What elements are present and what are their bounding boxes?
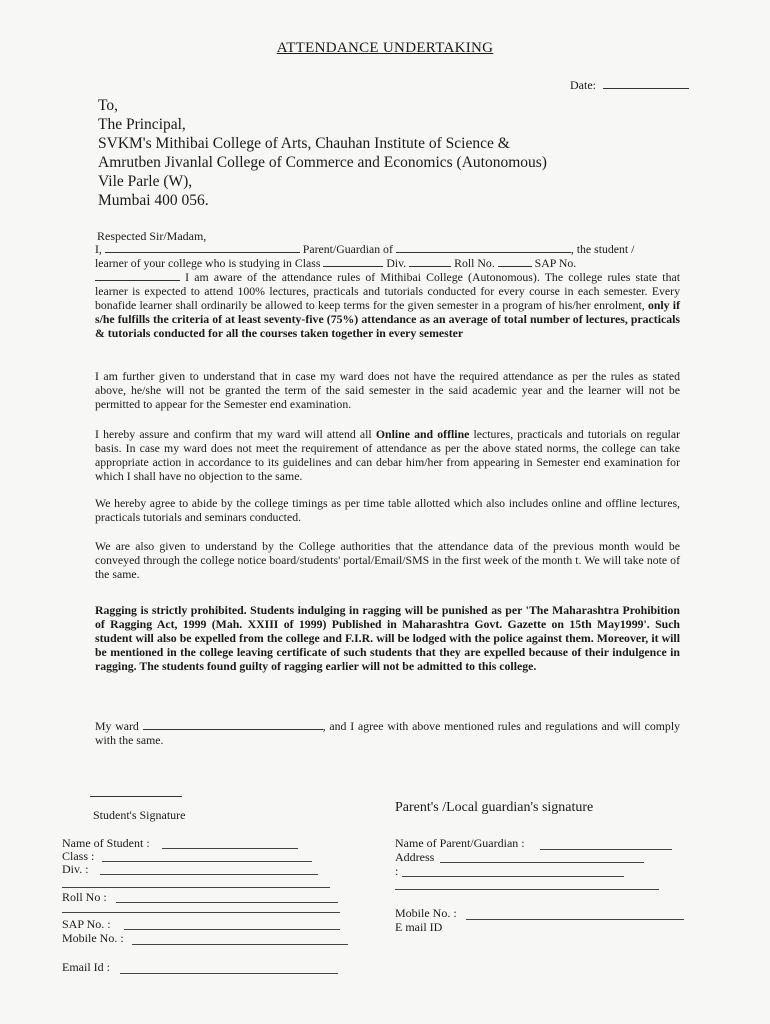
student-div-line — [100, 874, 318, 875]
student-name-blank — [396, 242, 571, 253]
address-line4: Vile Parle (W), — [98, 173, 193, 190]
student-sap-label: SAP No. : — [62, 917, 111, 931]
student-extra-line — [62, 887, 330, 888]
student-div-label: Div. : — [62, 862, 89, 876]
parent-name-blank — [105, 242, 300, 253]
address-line1: The Principal, — [98, 116, 186, 133]
my-ward-label: My ward — [95, 719, 139, 733]
sap-no-label: SAP No. — [534, 256, 577, 270]
parent-mobile-line — [466, 919, 684, 920]
parent-address-line-1 — [440, 862, 644, 863]
assure-text-1: I hereby assure and confirm that my ward will attend all — [95, 427, 376, 441]
student-roll-line — [116, 902, 338, 903]
div-label: Div. — [386, 256, 407, 270]
parent-of-label: Parent/Guardian of — [302, 242, 393, 256]
undertaking-paragraph — [95, 270, 680, 340]
class-blank — [323, 256, 383, 267]
student-class-label: Class : — [62, 849, 95, 863]
address-line3: Amrutben Jivanlal College of Commerce and Economics (Autonomous) — [98, 154, 547, 171]
parent-email-label: E mail ID — [395, 920, 443, 934]
address-to: To, — [98, 97, 119, 114]
ward-agreement-text: , and I agree with above mentioned rules and regulations and will comply with the same. — [95, 719, 680, 747]
parent-mobile-label: Mobile No. : — [395, 906, 457, 920]
sap-blank — [95, 270, 180, 281]
document-title: ATTENDANCE UNDERTAKING — [276, 40, 494, 56]
attendance-data-paragraph: We are also given to understand by the College authorities that the attendance data of the previous month would be conveyed through the college notice board/students' portal/Email/SMS in the first week of the month t. We will take note of the same. — [95, 539, 680, 581]
parent-address-line-3 — [395, 889, 659, 890]
student-email-line — [120, 973, 338, 974]
student-mobile-line — [132, 944, 348, 945]
student-name-label: Name of Student : — [62, 836, 150, 850]
undertaking-text: I am aware of the attendance rules of Mithibai College (Autonomous). The college rules state that learner is expected to attend 100% lectures, practicals and tutorials conducted for every course in each semester. Every bonafide learner shall ordinarily be allowed to keep terms for the given semester in a program of his/her enrolment, — [95, 270, 680, 312]
student-mobile-label: Mobile No. : — [62, 931, 124, 945]
parent-address-label: Address — [395, 850, 435, 864]
date-label: Date: — [570, 78, 596, 92]
div-blank — [409, 256, 451, 267]
parent-address-colon: : — [395, 864, 399, 878]
student-sap-line — [124, 929, 340, 930]
declaration-line-1 — [95, 242, 680, 256]
declaration-line-2 — [95, 256, 680, 270]
parent-address-line-2 — [402, 876, 624, 877]
ward-agreement-paragraph — [95, 719, 680, 747]
student-class-line — [102, 861, 312, 862]
student-signature-line — [90, 796, 182, 797]
parent-name-line — [540, 849, 672, 850]
assure-bold: Online and offline — [375, 427, 470, 441]
i-prefix: I, — [95, 242, 102, 256]
student-name-line — [162, 848, 298, 849]
undertaking-bold-text: only if s/he fulfills the criteria of at least seventy-five (75%) attendance as an average of total number of lectures, practicals & tutorials conducted for all the courses taken together in every semester — [95, 298, 681, 340]
parent-signature-label: Parent's /Local guardian's signature — [395, 800, 594, 815]
ragging-paragraph: Ragging is strictly prohibited. Students indulging in ragging will be punished as per 'The Maharashtra Prohibition of Ragging Act, 1999 (Mah. XXIII of 1999) Published in Maharashtra Govt. Gazette on 15th May1999'. Such student will also be expelled from the college and F.I.R. will be lodged with the police against them. Moreover, it will be mentioned in the college leaving certificate of such students that they are expelled because of their indulgence in ragging. The students found guilty of ragging earlier will not be admitted to this college. — [95, 603, 680, 673]
parent-name-label: Name of Parent/Guardian : — [395, 836, 525, 850]
student-email-label: Email Id : — [62, 960, 110, 974]
address-line2: SVKM's Mithibai College of Arts, Chauhan Institute of Science & — [98, 135, 510, 152]
timings-paragraph: We hereby agree to abide by the college timings as per time table allotted which also includes online and offline lectures, practicals tutorials and seminars conducted. — [95, 496, 680, 524]
student-roll-label: Roll No : — [62, 890, 107, 904]
understand-paragraph: I am further given to understand that in case my ward does not have the required attendance as per the rules as stated above, he/she will not be granted the term of the said semester in the said academic year and the learner will not be permitted to appear for the Semester end examination. — [95, 369, 680, 411]
student-extra-line-2 — [62, 912, 340, 913]
date-field — [570, 78, 689, 93]
address-line5: Mumbai 400 056. — [98, 192, 209, 209]
ward-name-blank — [143, 719, 323, 730]
salutation: Respected Sir/Madam, — [97, 229, 207, 243]
the-student-label: , the student / — [570, 242, 635, 256]
roll-blank — [498, 256, 532, 267]
date-blank — [603, 78, 689, 89]
recipient-address — [98, 96, 658, 210]
assure-text-2: lectures, practicals and tutorials on regular basis. In case my ward does not meet the requirement of attendance as per the above stated norms, the college can take appropriate action in accordance to its guidelines and can debar him/her from appearing in Semester end examination for which I shall have no objection to the same. — [95, 427, 680, 483]
roll-no-label: Roll No. — [454, 256, 495, 270]
assure-paragraph — [95, 427, 680, 483]
student-signature-label: Student's Signature — [93, 808, 186, 822]
learner-text: learner of your college who is studying in Class — [95, 256, 321, 270]
